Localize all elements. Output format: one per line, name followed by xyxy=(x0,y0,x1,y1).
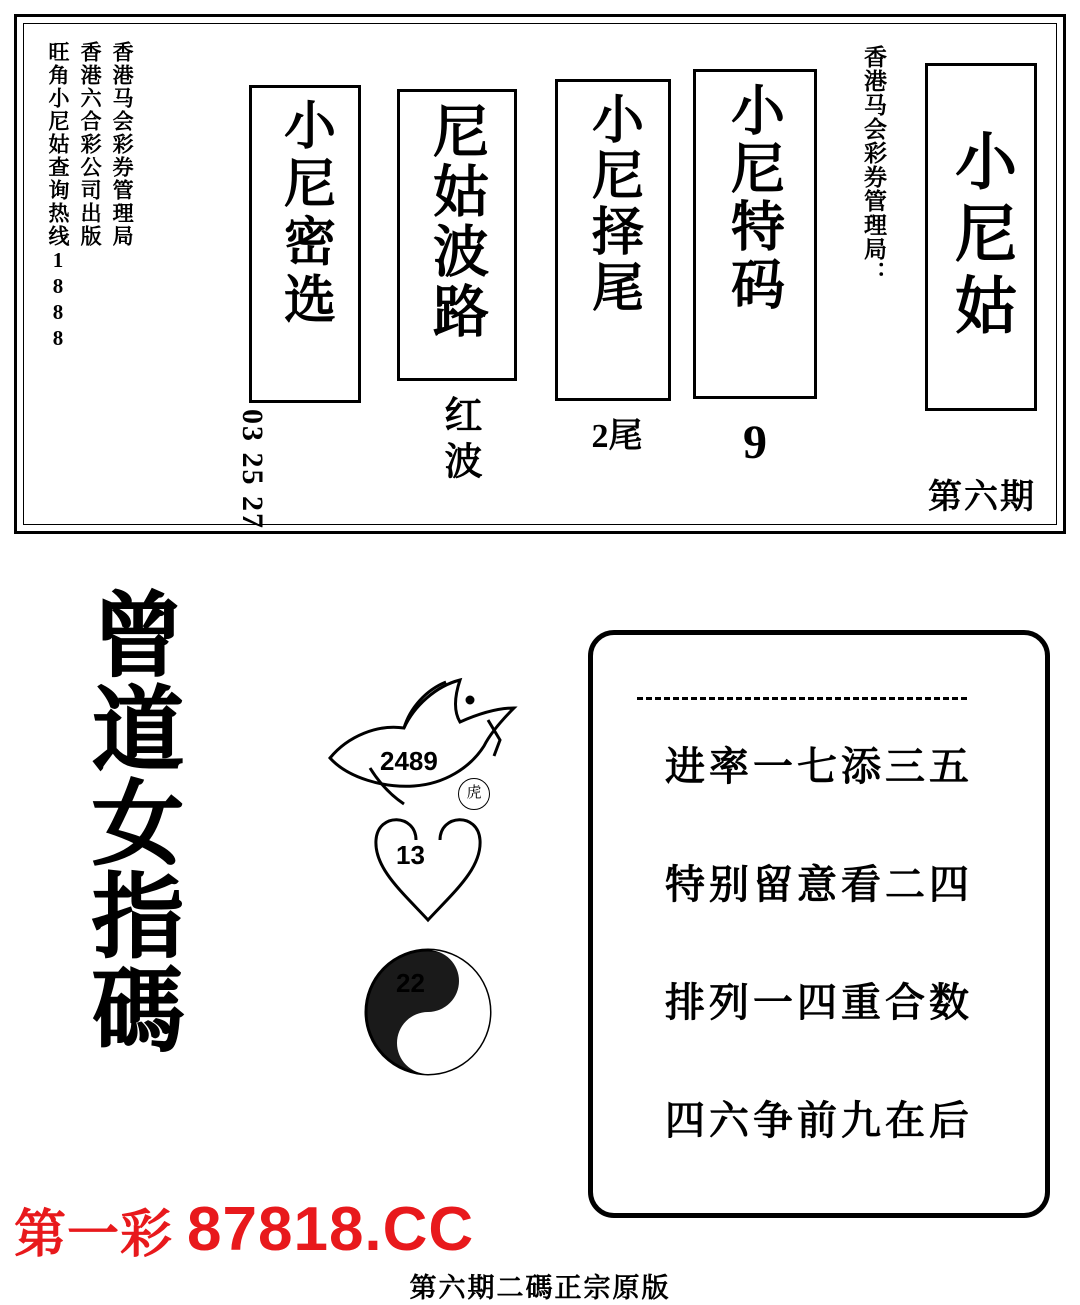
authority-left-columns xyxy=(47,41,133,511)
tema-value: 9 xyxy=(743,416,767,469)
yinyang-number: 22 xyxy=(396,968,425,998)
verse-line-2: 特别留意看二四 xyxy=(665,861,973,908)
tema-title: 小尼特码 xyxy=(722,82,787,314)
footer-brand: 第一彩 xyxy=(14,1203,174,1265)
page-title-char-5: 碼 xyxy=(91,957,184,1066)
mixuan-title-box xyxy=(249,85,361,403)
mixuan-numbers: 03 25 27 xyxy=(236,409,269,530)
authority-right-text: 香港马会彩券管理局： xyxy=(861,45,886,285)
zewei-title-box xyxy=(555,79,671,401)
top-panel-inner-border xyxy=(23,23,1057,525)
issue-label: 第六期 xyxy=(928,479,1036,516)
authority-right-column xyxy=(857,45,890,385)
dove-number: 2489 xyxy=(380,746,438,776)
verse-line-1: 进率一七添三五 xyxy=(665,743,973,790)
page-title xyxy=(58,582,218,1066)
brand-title: 小尼姑 xyxy=(944,129,1018,345)
verse-divider xyxy=(637,697,967,700)
footer-banner xyxy=(14,1194,694,1265)
brand-box xyxy=(925,63,1037,411)
mixuan-title: 小尼密选 xyxy=(274,98,336,330)
bolu-title: 尼姑波路 xyxy=(424,102,490,342)
icon-column xyxy=(318,628,548,1128)
top-info-panel xyxy=(14,14,1066,534)
footer-subtitle: 第六期二碼正宗原版 xyxy=(409,1273,671,1304)
bolu-value: 红波 xyxy=(438,395,480,487)
bolu-title-box xyxy=(397,89,517,381)
zodiac-icon: 虎 xyxy=(458,778,490,810)
verse-line-3: 排列一四重合数 xyxy=(665,979,973,1026)
yinyang-icon xyxy=(366,950,490,1074)
verse-line-4: 四六争前九在后 xyxy=(665,1097,973,1144)
page-title-char-4: 指 xyxy=(91,863,184,972)
authority-line-2: 香港六合彩公司出版 xyxy=(78,41,103,248)
heart-number: 13 xyxy=(396,840,425,870)
verse-card xyxy=(588,630,1050,1218)
zewei-value: 2尾 xyxy=(591,418,643,455)
page-title-char-2: 道 xyxy=(91,675,184,784)
hotline-line: 旺角小尼姑查询热线1888 xyxy=(46,41,71,352)
tema-title-box xyxy=(693,69,817,399)
page-title-char-3: 女 xyxy=(91,769,184,878)
footer-url: 87818.CC xyxy=(187,1194,475,1264)
page-title-char-1: 曾 xyxy=(91,582,184,690)
authority-line-1: 香港马会彩券管理局 xyxy=(110,41,135,248)
bolu-value-wrap xyxy=(432,395,502,487)
icon-column-graphics xyxy=(318,628,548,1128)
zewei-title: 小尼择尾 xyxy=(582,92,644,316)
heart-icon xyxy=(376,820,480,920)
